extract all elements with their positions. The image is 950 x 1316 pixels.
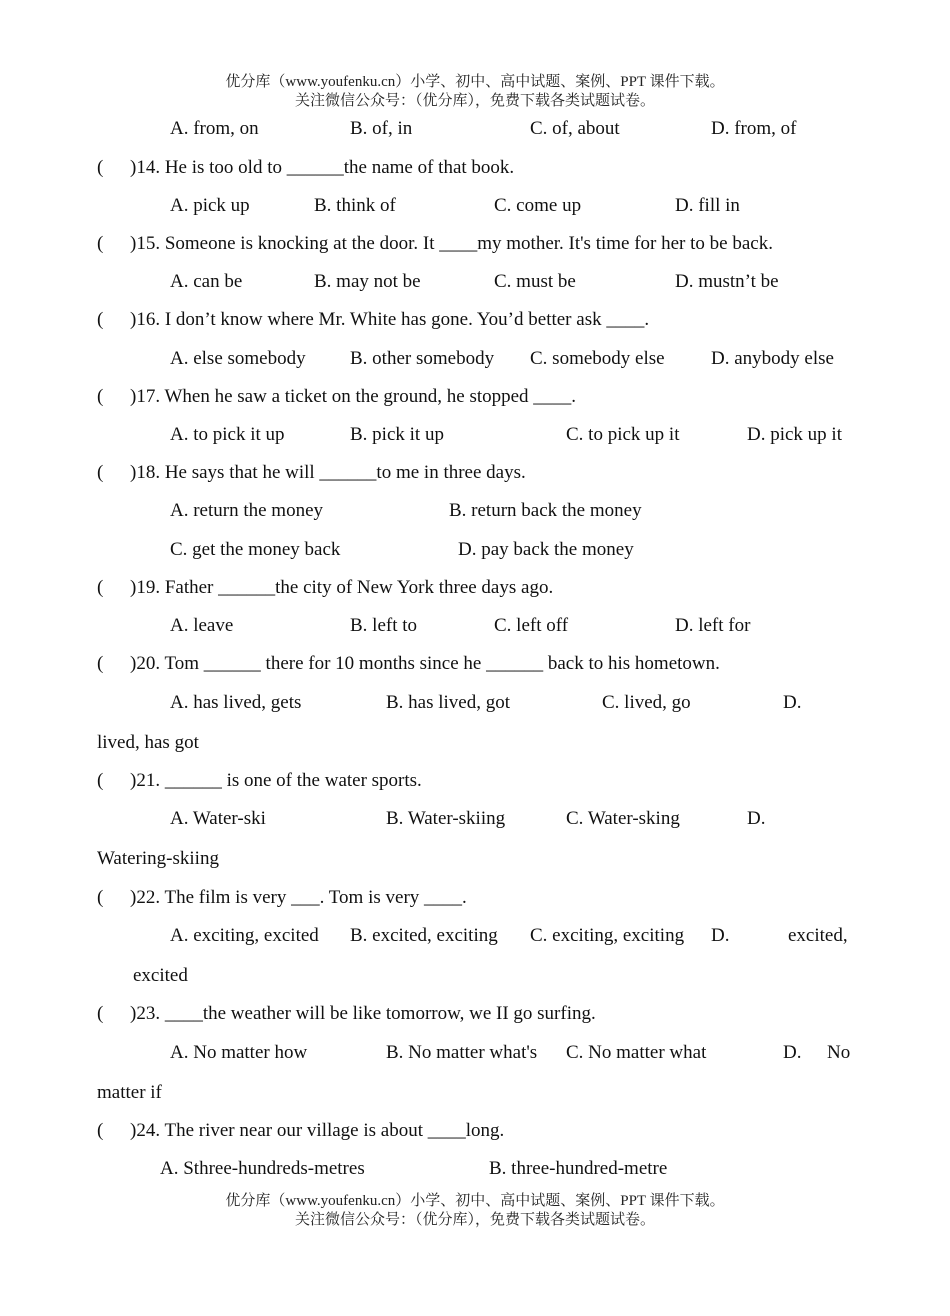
q19-paren: ( [97, 577, 104, 598]
q23-option-d-continued: matter if [97, 1082, 162, 1103]
q16-paren: ( [97, 309, 104, 330]
q18-option-b: B. return back the money [449, 500, 642, 521]
q24-paren: ( [97, 1120, 104, 1141]
q17-stem: )17. When he saw a ticket on the ground, he stopped ____. [130, 386, 577, 407]
q14-option-c: C. come up [494, 195, 582, 216]
q22-option-c: C. exciting, exciting [530, 925, 685, 946]
q20-option-d: D. [783, 692, 802, 713]
q19-option-d: D. left for [675, 615, 751, 636]
q21-paren: ( [97, 770, 104, 791]
q15-option-a: A. can be [170, 271, 243, 292]
q23-option-d-middle: No [827, 1042, 851, 1063]
q18-option-c: C. get the money back [170, 539, 341, 560]
q22-paren: ( [97, 887, 104, 908]
q19-option-c: C. left off [494, 615, 569, 636]
q15-option-d: D. mustn’t be [675, 271, 779, 292]
q17-option-b: B. pick it up [350, 424, 444, 445]
q23-option-c: C. No matter what [566, 1042, 707, 1063]
q18-stem: )18. He says that he will ______to me in three days. [130, 462, 526, 483]
q22-option-d-continued: excited [133, 965, 188, 986]
q21-option-b: B. Water-skiing [386, 808, 506, 829]
q16-option-b: B. other somebody [350, 348, 495, 369]
q23-option-d: D. [783, 1042, 802, 1063]
q14-option-d: D. fill in [675, 195, 740, 216]
q21-option-a: A. Water-ski [170, 808, 266, 829]
q22-option-d-middle: excited, [788, 925, 848, 946]
footer-line-2: 关注微信公众号：（优分库），免费下载各类试题试卷。 [294, 1212, 655, 1228]
q13-option-a: A. from, on [170, 118, 259, 139]
q22-option-b: B. excited, exciting [350, 925, 498, 946]
q16-option-c: C. somebody else [530, 348, 665, 369]
q21-stem: )21. ______ is one of the water sports. [130, 770, 422, 791]
q14-paren: ( [97, 157, 104, 178]
q20-option-b: B. has lived, got [386, 692, 511, 713]
q22-stem: )22. The film is very ___. Tom is very ____. [130, 887, 467, 908]
header-line-1: 优分库（www.youfenku.cn）小学、初中、高中试题、案例、PPT 课件下载。 [225, 74, 725, 90]
q19-option-a: A. leave [170, 615, 234, 636]
q13-option-b: B. of, in [350, 118, 413, 139]
q20-option-a: A. has lived, gets [170, 692, 302, 713]
q16-option-d: D. anybody else [711, 348, 834, 369]
q14-option-b: B. think of [314, 195, 396, 216]
q19-option-b: B. left to [350, 615, 418, 636]
page-footer [0, 1192, 950, 1230]
header-line-2: 关注微信公众号：（优分库），免费下载各类试题试卷。 [294, 93, 655, 109]
q19-stem: )19. Father ______the city of New York three days ago. [130, 577, 554, 598]
q23-paren: ( [97, 1003, 104, 1024]
q23-option-a: A. No matter how [170, 1042, 308, 1063]
q15-stem: )15. Someone is knocking at the door. It ____my mother. It's time for her to be back. [130, 233, 773, 254]
q23-option-b: B. No matter what's [386, 1042, 538, 1063]
q18-option-a: A. return the money [170, 500, 324, 521]
q13-option-c: C. of, about [530, 118, 620, 139]
q22-option-d: D. [711, 925, 730, 946]
q15-option-b: B. may not be [314, 271, 421, 292]
q21-option-d-continued: Watering-skiing [97, 848, 219, 869]
q20-paren: ( [97, 653, 104, 674]
footer-line-1: 优分库（www.youfenku.cn）小学、初中、高中试题、案例、PPT 课件下载。 [225, 1193, 725, 1209]
q24-option-a: A. Sthree-hundreds-metres [160, 1158, 365, 1179]
q24-option-b: B. three-hundred-metre [489, 1158, 668, 1179]
q23-stem: )23. ____the weather will be like tomorrow, we II go surfing. [130, 1003, 596, 1024]
q22-option-a: A. exciting, excited [170, 925, 319, 946]
q21-option-d: D. [747, 808, 766, 829]
q15-paren: ( [97, 233, 104, 254]
q24-stem: )24. The river near our village is about ____long. [130, 1120, 505, 1141]
q17-paren: ( [97, 386, 104, 407]
q14-stem: )14. He is too old to ______the name of that book. [130, 157, 515, 178]
q16-stem: )16. I don’t know where Mr. White has gone. You’d better ask ____. [130, 309, 650, 330]
q16-option-a: A. else somebody [170, 348, 306, 369]
page-header [0, 73, 950, 111]
q17-option-c: C. to pick up it [566, 424, 680, 445]
q18-option-d: D. pay back the money [458, 539, 634, 560]
q15-option-c: C. must be [494, 271, 576, 292]
q20-option-c: C. lived, go [602, 692, 691, 713]
q18-paren: ( [97, 462, 104, 483]
q13-option-d: D. from, of [711, 118, 797, 139]
q21-option-c: C. Water-sking [566, 808, 680, 829]
q17-option-a: A. to pick it up [170, 424, 285, 445]
q17-option-d: D. pick up it [747, 424, 842, 445]
q14-option-a: A. pick up [170, 195, 250, 216]
q20-option-d-continued: lived, has got [97, 732, 199, 753]
q20-stem: )20. Tom ______ there for 10 months since he ______ back to his hometown. [130, 653, 720, 674]
